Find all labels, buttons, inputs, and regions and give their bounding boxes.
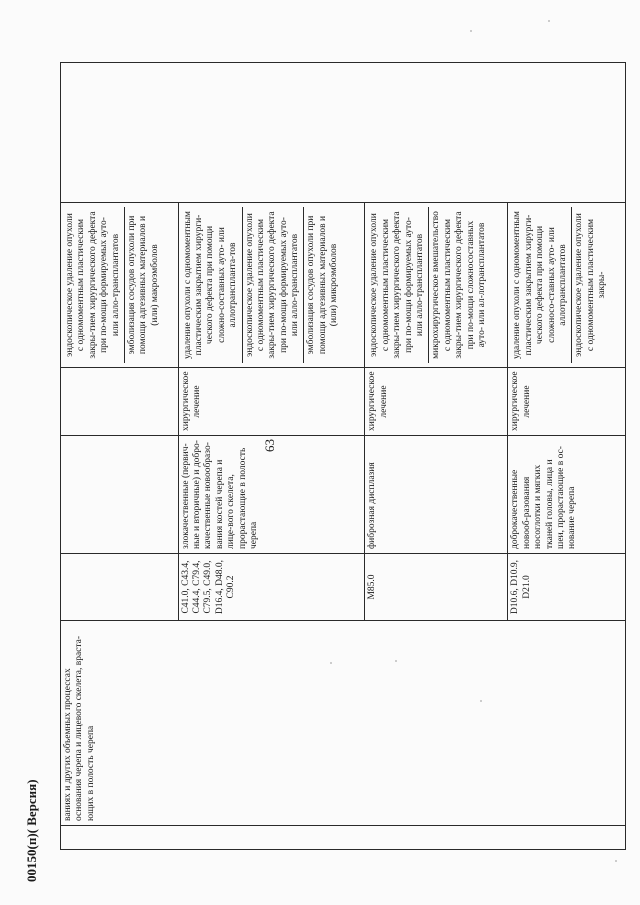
- regulation-table: [60, 62, 626, 850]
- codes-cell: C41.0, C43.4, C44.4, C79.4, C79.5, C49.0, D16.4, D48.0, C90.2: [178, 554, 365, 621]
- scan-speck: [330, 662, 332, 664]
- scan-speck: [548, 20, 550, 22]
- scan-speck: [615, 860, 617, 862]
- condition-cell: злокачественные (первич-ные и вторичные) и добро-качественные новообразо-вания костей черепа и лице-вого скелета, прорастающие в полость черепа: [178, 436, 365, 554]
- methods-cell: [178, 203, 365, 368]
- methods-cell: [365, 203, 508, 368]
- profile-cell: ваниях и других объемных процессах основания черепа и лицевого скелета, враста-ющих в полость черепа: [61, 621, 626, 826]
- page-number: 63: [262, 439, 277, 452]
- condition-cell: фиброзная дисплазия: [365, 436, 508, 554]
- codes-cell: [61, 554, 179, 621]
- row-number-cell: [61, 826, 626, 850]
- treatment-cell: хирургическое лечение: [365, 368, 508, 436]
- method-item: микрохирургическое вмешательство с одномоментным пластическим закры-тием хирургического дефекта при по-мощи сложносоставных ауто- или ал-лотрансплантатов: [428, 207, 490, 363]
- method-item: эндоскопическое удаление опухоли с одномоментным пластическим закры-тием хирургического дефекта при по-мощи формируемых ауто- или алло-трансплантатов: [65, 211, 121, 359]
- method-item: удаление опухоли с одномоментным пластическим закрытием хирурги-ческого дефекта при помощи сложно-составных ауто- или аллотранспланта-тов: [182, 211, 239, 359]
- methods-cell: [508, 203, 626, 368]
- scan-speck: [480, 700, 482, 702]
- treatment-cell: хирургическое лечение: [178, 368, 365, 436]
- scan-speck: [470, 30, 472, 32]
- method-item: эндоскопическое удаление опухоли с одномоментным пластическим закры-: [571, 207, 610, 363]
- scan-speck: [395, 660, 397, 662]
- document-version-footer: 00150(п)( Версия): [24, 779, 39, 882]
- method-item: эндоскопическое удаление опухоли с одномоментным пластическим закры-тием хирургического дефекта при по-мощи формируемых ауто- или алло-трансплантатов: [242, 207, 304, 363]
- method-item: эндоскопическое удаление опухоли с одномоментным пластическим закры-тием хирургического дефекта при по-мощи формируемых ауто- или алло-трансплантатов: [369, 211, 425, 359]
- method-item: удаление опухоли с одномоментным пластическим закрытием хирурги-ческого дефекта при помощи сложносо-ставных ауто- или аллотрансплантатов: [512, 211, 568, 359]
- condition-cell: доброкачественные новооб-разования носоглотки и мягких тканей головы, лица и шеи, прорастающие в ос-нование черепа: [508, 436, 626, 554]
- methods-cell: [61, 203, 179, 368]
- table-row: [61, 63, 179, 850]
- condition-cell: [61, 436, 179, 554]
- method-item: эмболизация сосудов опухоли при помощи адгезивных материалов и (или) микроэмболов: [303, 207, 342, 363]
- codes-cell: D10.6, D10.9, D21.0: [508, 554, 626, 621]
- treatment-cell: хирургическое лечение: [508, 368, 626, 436]
- codes-cell: M85.0: [365, 554, 508, 621]
- method-item: эмболизация сосудов опухоли при помощи адгезивных материалов и (или) макроэмболов: [124, 207, 163, 363]
- regulation-table-wrapper: [60, 63, 626, 850]
- extra-cell: [61, 63, 626, 203]
- treatment-cell: [61, 368, 179, 436]
